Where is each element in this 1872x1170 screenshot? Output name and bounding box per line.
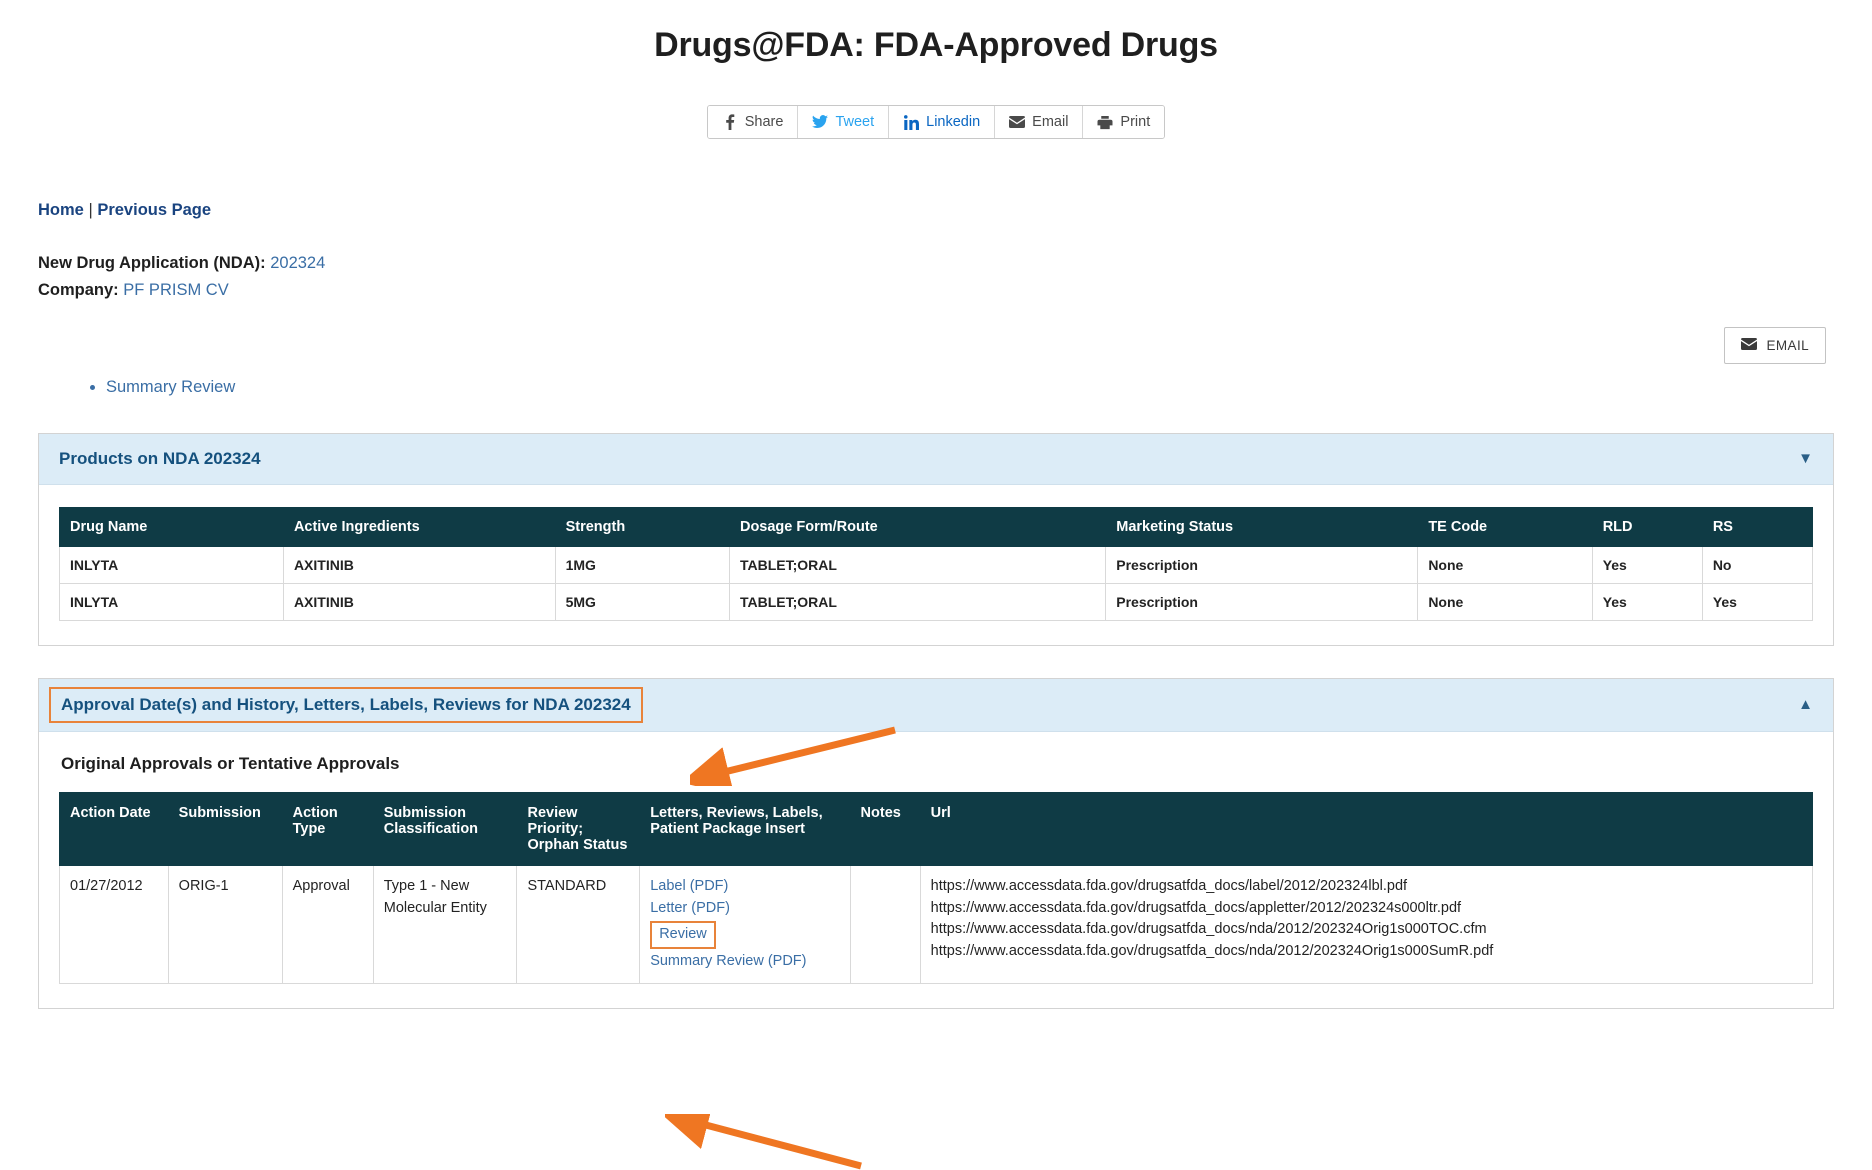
col-url: Url (920, 792, 1812, 865)
share-facebook-button[interactable] (708, 106, 799, 138)
url-letter-pdf: https://www.accessdata.fda.gov/drugsatfda_docs/appletter/2012/202324s000ltr.pdf (930, 899, 1462, 916)
share-twitter-label: Tweet (835, 114, 875, 130)
col-marketing-status: Marketing Status (1106, 507, 1418, 546)
chevron-up-icon[interactable]: ▲ (1798, 696, 1813, 714)
breadcrumb (38, 201, 1834, 220)
cell-review-priority: STANDARD (517, 865, 640, 983)
chevron-down-icon[interactable]: ▼ (1798, 450, 1813, 468)
breadcrumb-home-link[interactable]: Home (38, 201, 84, 219)
cell-strength: 1MG (555, 546, 729, 583)
email-button-label: EMAIL (1766, 338, 1809, 354)
email-button[interactable] (1724, 327, 1826, 364)
cell-rld: Yes (1592, 546, 1702, 583)
letter-pdf-link[interactable]: Letter (PDF) (650, 899, 730, 916)
approval-history-table-body (60, 865, 1813, 983)
table-row (60, 583, 1813, 620)
linkedin-icon (903, 114, 919, 130)
share-print-button[interactable] (1083, 106, 1164, 138)
page-title: Drugs@FDA: FDA-Approved Drugs (654, 26, 1218, 64)
nda-row (38, 250, 1834, 277)
approval-history-table-head (60, 792, 1813, 865)
url-summary-review-pdf: https://www.accessdata.fda.gov/drugsatfda_docs/nda/2012/202324Orig1s000SumR.pdf (930, 943, 1494, 960)
share-linkedin-label: Linkedin (926, 114, 981, 130)
document-links-list (38, 374, 1834, 400)
table-row (60, 865, 1813, 983)
cell-te-code: None (1418, 546, 1592, 583)
page-root (0, 26, 1872, 1009)
col-rld: RLD (1592, 507, 1702, 546)
approval-history-panel-body (39, 732, 1833, 1008)
nda-value: 202324 (270, 254, 326, 272)
share-facebook-label: Share (744, 114, 784, 130)
share-twitter-button[interactable] (798, 106, 889, 138)
printer-icon (1097, 114, 1113, 130)
cell-urls (920, 865, 1812, 983)
col-active-ingredients: Active Ingredients (283, 507, 555, 546)
cell-rs: No (1702, 546, 1812, 583)
col-submission: Submission (168, 792, 282, 865)
col-letters-reviews-labels: Letters, Reviews, Labels, Patient Package Insert (640, 792, 850, 865)
cell-documents (640, 865, 850, 983)
breadcrumb-separator: | (88, 201, 93, 219)
share-print-label: Print (1120, 114, 1151, 130)
company-label: Company: (38, 280, 119, 299)
label-pdf-link[interactable]: Label (PDF) (650, 877, 729, 894)
url-review-toc: https://www.accessdata.fda.gov/drugsatfda_docs/nda/2012/202324Orig1s000TOC.cfm (930, 921, 1487, 938)
share-email-button[interactable] (995, 106, 1083, 138)
approval-history-table (59, 792, 1813, 984)
share-email-label: Email (1032, 114, 1069, 130)
cell-marketing-status: Prescription (1106, 583, 1418, 620)
summary-review-pdf-link[interactable]: Summary Review (PDF) (650, 953, 807, 970)
share-bar (38, 105, 1834, 139)
envelope-icon (1009, 114, 1025, 130)
envelope-icon (1741, 338, 1757, 353)
cell-te-code: None (1418, 583, 1592, 620)
cell-drug-name: INLYTA (60, 546, 284, 583)
company-value: PF PRISM CV (123, 280, 229, 299)
col-te-code: TE Code (1418, 507, 1592, 546)
annotation-arrow-to-review-link (665, 1114, 865, 1170)
cell-notes (850, 865, 920, 983)
cell-active-ingredients: AXITINIB (283, 546, 555, 583)
cell-drug-name: INLYTA (60, 583, 284, 620)
approval-history-panel (38, 678, 1834, 1009)
application-meta (38, 250, 1834, 303)
approval-history-panel-title: Approval Date(s) and History, Letters, Labels, Reviews for NDA 202324 (49, 687, 643, 723)
twitter-icon (812, 114, 828, 130)
table-header-row (60, 507, 1813, 546)
products-panel (38, 433, 1834, 646)
email-button-wrap (38, 327, 1834, 364)
products-table (59, 507, 1813, 621)
col-rs: RS (1702, 507, 1812, 546)
cell-dosage-form-route: TABLET;ORAL (729, 546, 1105, 583)
cell-rld: Yes (1592, 583, 1702, 620)
cell-marketing-status: Prescription (1106, 546, 1418, 583)
col-action-type: Action Type (282, 792, 373, 865)
cell-submission: ORIG-1 (168, 865, 282, 983)
table-row (60, 546, 1813, 583)
cell-rs: Yes (1702, 583, 1812, 620)
url-label-pdf: https://www.accessdata.fda.gov/drugsatfda_docs/label/2012/202324lbl.pdf (930, 877, 1408, 894)
cell-active-ingredients: AXITINIB (283, 583, 555, 620)
col-submission-classification: Submission Classification (373, 792, 517, 865)
list-item (106, 374, 1834, 400)
summary-review-link[interactable]: Summary Review (106, 378, 236, 397)
col-review-priority-orphan-status: Review Priority; Orphan Status (517, 792, 640, 865)
col-notes: Notes (850, 792, 920, 865)
products-panel-header[interactable] (39, 434, 1833, 485)
breadcrumb-previous-page-link[interactable]: Previous Page (97, 201, 212, 219)
products-table-head (60, 507, 1813, 546)
approval-history-panel-header[interactable] (39, 679, 1833, 732)
original-approvals-subheading: Original Approvals or Tentative Approvals (61, 753, 400, 773)
cell-dosage-form-route: TABLET;ORAL (729, 583, 1105, 620)
company-row (38, 277, 1834, 304)
cell-submission-classification: Type 1 - New Molecular Entity (373, 865, 517, 983)
col-action-date: Action Date (60, 792, 169, 865)
review-link[interactable]: Review (650, 921, 716, 949)
cell-strength: 5MG (555, 583, 729, 620)
products-table-body (60, 546, 1813, 620)
products-panel-body (39, 485, 1833, 645)
share-button-group (707, 105, 1166, 139)
products-panel-title: Products on NDA 202324 (59, 448, 261, 468)
col-drug-name: Drug Name (60, 507, 284, 546)
cell-action-date: 01/27/2012 (60, 865, 169, 983)
col-dosage-form-route: Dosage Form/Route (729, 507, 1105, 546)
share-linkedin-button[interactable] (889, 106, 995, 138)
col-strength: Strength (555, 507, 729, 546)
facebook-icon (722, 114, 738, 130)
table-header-row (60, 792, 1813, 865)
cell-action-type: Approval (282, 865, 373, 983)
nda-label: New Drug Application (NDA): (38, 254, 266, 272)
